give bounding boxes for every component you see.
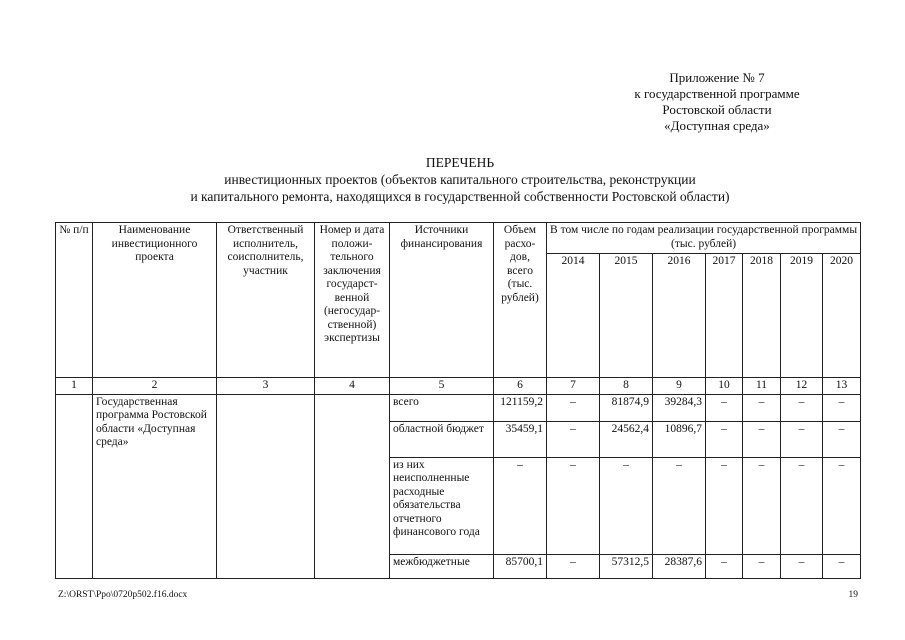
- header-sources: Источники финансирования: [390, 223, 494, 378]
- column-number: 4: [315, 378, 390, 395]
- funding-source: всего: [390, 394, 494, 421]
- year-value: –: [706, 394, 743, 421]
- year-value: –: [743, 554, 781, 578]
- column-number: 7: [547, 378, 600, 395]
- year-value: 24562,4: [600, 421, 653, 457]
- year-value: –: [547, 554, 600, 578]
- year-value: –: [743, 421, 781, 457]
- header-num: № п/п: [56, 223, 93, 378]
- page-number: 19: [848, 590, 858, 600]
- year-value: –: [547, 457, 600, 554]
- header-name: Наименование инвестиционного проекта: [93, 223, 217, 378]
- year-value: –: [781, 457, 823, 554]
- year-value: –: [743, 394, 781, 421]
- year-value: –: [823, 421, 861, 457]
- header-volume: Объем расхо-дов, всего (тыс. рублей): [494, 223, 547, 378]
- header-year: 2019: [781, 254, 823, 378]
- year-value: –: [781, 554, 823, 578]
- year-value: –: [547, 394, 600, 421]
- header-expertise: Номер и дата положи-тельного заключения государст-венной (негосудар-ственной) экспертизы: [315, 223, 390, 378]
- year-value: 10896,7: [653, 421, 706, 457]
- appendix-line-2: к государственной программе: [634, 86, 800, 101]
- project-expertise: [315, 394, 390, 578]
- year-value: –: [823, 554, 861, 578]
- year-value: 57312,5: [600, 554, 653, 578]
- year-value: 81874,9: [600, 394, 653, 421]
- funding-source: областной бюджет: [390, 421, 494, 457]
- appendix-line-1: Приложение № 7: [669, 70, 765, 85]
- column-number: 5: [390, 378, 494, 395]
- year-value: –: [706, 554, 743, 578]
- header-by-years: В том числе по годам реализации государственной программы (тыс. рублей): [547, 223, 861, 254]
- year-value: –: [823, 457, 861, 554]
- year-value: 39284,3: [653, 394, 706, 421]
- total-volume: 121159,2: [494, 394, 547, 421]
- header-row-1: [56, 223, 861, 254]
- column-number: 13: [823, 378, 861, 395]
- total-volume: 85700,1: [494, 554, 547, 578]
- header-year: 2015: [600, 254, 653, 378]
- column-number: 9: [653, 378, 706, 395]
- year-value: –: [706, 421, 743, 457]
- project-name: Государственная программа Ростовской области «Доступная среда»: [93, 394, 217, 578]
- appendix-line-4: «Доступная среда»: [664, 118, 770, 133]
- column-number: 3: [217, 378, 315, 395]
- header-executor: Ответственный исполнитель, соисполнитель, участник: [217, 223, 315, 378]
- investment-projects-table: [55, 222, 861, 579]
- header-year: 2020: [823, 254, 861, 378]
- funding-source: межбюджетные: [390, 554, 494, 578]
- year-value: –: [547, 421, 600, 457]
- title-line-2: инвестиционных проектов (объектов капитального строительства, реконструкции: [224, 172, 696, 187]
- year-value: –: [781, 394, 823, 421]
- column-number: 1: [56, 378, 93, 395]
- year-value: –: [706, 457, 743, 554]
- year-value: –: [781, 421, 823, 457]
- column-numbers-row: [56, 378, 861, 395]
- column-number: 11: [743, 378, 781, 395]
- total-volume: 35459,1: [494, 421, 547, 457]
- column-number: 10: [706, 378, 743, 395]
- title-heading: ПЕРЕЧЕНЬ: [425, 155, 495, 170]
- header-year: 2018: [743, 254, 781, 378]
- year-value: –: [653, 457, 706, 554]
- table-row: [56, 394, 861, 421]
- year-value: –: [823, 394, 861, 421]
- year-value: –: [743, 457, 781, 554]
- header-year: 2017: [706, 254, 743, 378]
- year-value: –: [600, 457, 653, 554]
- column-number: 2: [93, 378, 217, 395]
- document-title: [40, 154, 880, 205]
- total-volume: –: [494, 457, 547, 554]
- header-year: 2016: [653, 254, 706, 378]
- year-value: 28387,6: [653, 554, 706, 578]
- project-num: [56, 394, 93, 578]
- appendix-line-3: Ростовской области: [662, 102, 772, 117]
- title-line-3: и капитального ремонта, находящихся в государственной собственности Ростовской области): [190, 189, 730, 204]
- footer-file-path: Z:\ORST\Ppo\0720p502.f16.docx: [58, 590, 188, 600]
- header-year: 2014: [547, 254, 600, 378]
- funding-source: из них неисполненные расходные обязательства отчетного финансового года: [390, 457, 494, 554]
- column-number: 8: [600, 378, 653, 395]
- column-number: 6: [494, 378, 547, 395]
- appendix-block: [587, 70, 847, 134]
- project-executor: [217, 394, 315, 578]
- column-number: 12: [781, 378, 823, 395]
